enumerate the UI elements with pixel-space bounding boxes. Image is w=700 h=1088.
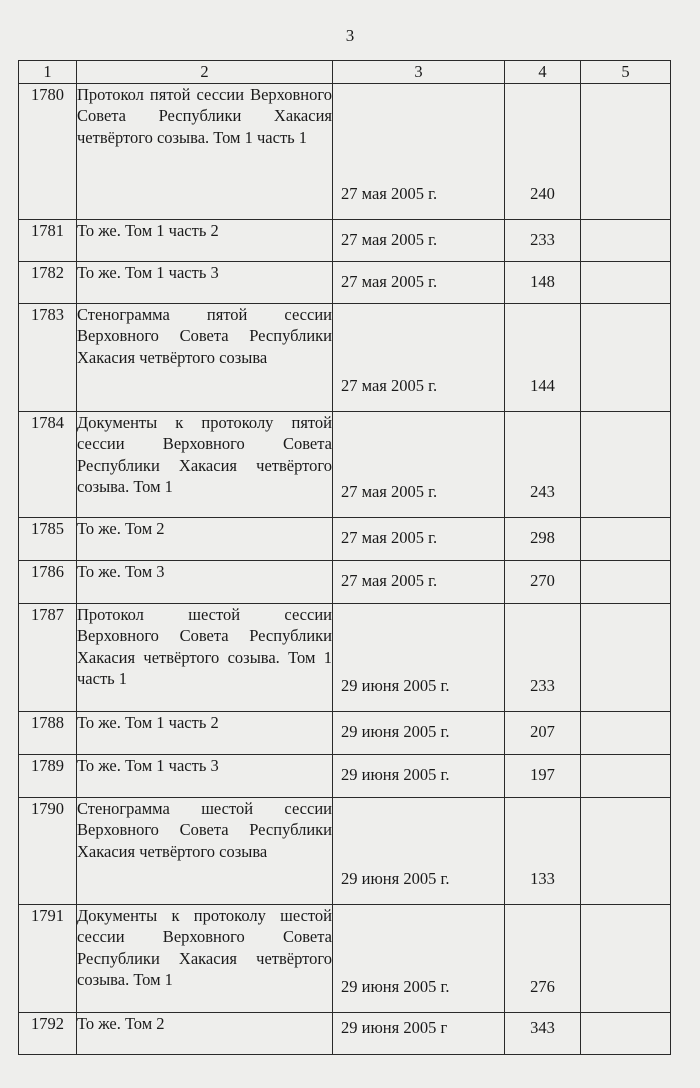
- item-date: 27 мая 2005 г.: [341, 527, 438, 547]
- item-pages-cell: [505, 1012, 581, 1054]
- item-date: 29 июня 2005 г.: [341, 676, 450, 695]
- item-number: 1780: [19, 83, 77, 219]
- item-pages-cell: [505, 904, 581, 1012]
- item-date-cell: [333, 219, 505, 261]
- col-header-4: 4: [505, 61, 581, 84]
- item-pages: 243: [530, 482, 555, 501]
- item-number: 1791: [19, 904, 77, 1012]
- item-pages-cell: [505, 83, 581, 219]
- item-title: Протокол шестой сессии Верховного Совета Республики Хакасия четвёртого созыва. Том 1 часть 1: [77, 603, 333, 711]
- item-date-cell: [333, 261, 505, 303]
- item-title: То же. Том 1 часть 3: [77, 754, 333, 797]
- item-title: То же. Том 1 часть 2: [77, 711, 333, 754]
- item-note: [581, 517, 671, 560]
- item-number: 1782: [19, 261, 77, 303]
- item-pages-cell: [505, 603, 581, 711]
- item-pages: 343: [530, 1017, 555, 1037]
- table-row: [19, 603, 671, 711]
- item-note: [581, 754, 671, 797]
- item-date-cell: [333, 411, 505, 517]
- item-date-cell: [333, 83, 505, 219]
- table-row: [19, 83, 671, 219]
- table-row: [19, 303, 671, 411]
- item-date: 27 мая 2005 г.: [341, 271, 438, 291]
- table-row: [19, 261, 671, 303]
- archive-inventory-table: [18, 60, 671, 1055]
- item-note: [581, 303, 671, 411]
- item-note: [581, 219, 671, 261]
- table-row: [19, 711, 671, 754]
- item-pages-cell: [505, 711, 581, 754]
- item-pages: 133: [530, 869, 555, 888]
- item-number: 1788: [19, 711, 77, 754]
- item-note: [581, 904, 671, 1012]
- item-title: То же. Том 3: [77, 560, 333, 603]
- item-title: То же. Том 1 часть 2: [77, 219, 333, 261]
- item-date: 29 июня 2005 г.: [341, 764, 450, 784]
- item-pages: 270: [530, 570, 555, 590]
- item-number: 1785: [19, 517, 77, 560]
- item-title: То же. Том 2: [77, 517, 333, 560]
- item-date: 29 июня 2005 г.: [341, 869, 450, 888]
- item-pages: 197: [530, 764, 555, 784]
- item-date-cell: [333, 711, 505, 754]
- item-number: 1789: [19, 754, 77, 797]
- item-note: [581, 603, 671, 711]
- item-date-cell: [333, 303, 505, 411]
- table-row: [19, 1012, 671, 1054]
- item-number: 1787: [19, 603, 77, 711]
- item-number: 1783: [19, 303, 77, 411]
- item-date-cell: [333, 904, 505, 1012]
- item-note: [581, 797, 671, 904]
- col-header-3: 3: [333, 61, 505, 84]
- col-header-2: 2: [77, 61, 333, 84]
- item-title: Протокол пятой сессии Верховного Совета Республики Хакасия четвёртого созыва. Том 1 часть 1: [77, 83, 333, 219]
- item-pages: 276: [530, 977, 555, 996]
- col-header-5: 5: [581, 61, 671, 84]
- item-date-cell: [333, 797, 505, 904]
- header-row: [19, 61, 671, 84]
- item-date-cell: [333, 560, 505, 603]
- item-number: 1790: [19, 797, 77, 904]
- item-title: Стенограмма пятой сессии Верховного Совета Республики Хакасия четвёртого созыва: [77, 303, 333, 411]
- item-title: Документы к протоколу шестой сессии Верховного Совета Республики Хакасия четвёртого созыва. Том 1: [77, 904, 333, 1012]
- item-pages-cell: [505, 754, 581, 797]
- item-date: 27 мая 2005 г.: [341, 229, 438, 249]
- table-row: [19, 797, 671, 904]
- item-date: 29 июня 2005 г.: [341, 977, 450, 996]
- page-number: 3: [345, 26, 355, 45]
- item-pages: 298: [530, 527, 555, 547]
- item-pages: 233: [530, 229, 555, 249]
- item-pages-cell: [505, 560, 581, 603]
- item-date: 27 мая 2005 г.: [341, 570, 438, 590]
- item-date: 27 мая 2005 г.: [341, 184, 438, 203]
- item-pages-cell: [505, 261, 581, 303]
- item-title: То же. Том 1 часть 3: [77, 261, 333, 303]
- table-row: [19, 517, 671, 560]
- item-pages: 144: [530, 376, 555, 395]
- item-date: 29 июня 2005 г: [341, 1017, 448, 1037]
- item-date-cell: [333, 754, 505, 797]
- item-pages: 207: [530, 721, 555, 741]
- item-note: [581, 1012, 671, 1054]
- col-header-1: 1: [19, 61, 77, 84]
- item-title: Стенограмма шестой сессии Верховного Совета Республики Хакасия четвёртого созыва: [77, 797, 333, 904]
- table-row: [19, 560, 671, 603]
- table-row: [19, 754, 671, 797]
- table-row: [19, 904, 671, 1012]
- item-number: 1781: [19, 219, 77, 261]
- item-title: Документы к протоколу пятой сессии Верховного Совета Республики Хакасия четвёртого созыва. Том 1: [77, 411, 333, 517]
- item-number: 1784: [19, 411, 77, 517]
- table-row: [19, 219, 671, 261]
- item-pages-cell: [505, 303, 581, 411]
- item-number: 1786: [19, 560, 77, 603]
- item-note: [581, 711, 671, 754]
- item-pages: 240: [530, 184, 555, 203]
- item-pages-cell: [505, 219, 581, 261]
- item-date-cell: [333, 517, 505, 560]
- item-date-cell: [333, 1012, 505, 1054]
- item-note: [581, 261, 671, 303]
- table-row: [19, 411, 671, 517]
- item-pages: 233: [530, 676, 555, 695]
- item-date: 29 июня 2005 г.: [341, 721, 450, 741]
- item-note: [581, 560, 671, 603]
- item-number: 1792: [19, 1012, 77, 1054]
- item-date: 27 мая 2005 г.: [341, 482, 438, 501]
- item-date-cell: [333, 603, 505, 711]
- item-pages-cell: [505, 411, 581, 517]
- item-date: 27 мая 2005 г.: [341, 376, 438, 395]
- item-pages-cell: [505, 797, 581, 904]
- item-note: [581, 83, 671, 219]
- item-pages-cell: [505, 517, 581, 560]
- item-note: [581, 411, 671, 517]
- item-title: То же. Том 2: [77, 1012, 333, 1054]
- item-pages: 148: [530, 271, 555, 291]
